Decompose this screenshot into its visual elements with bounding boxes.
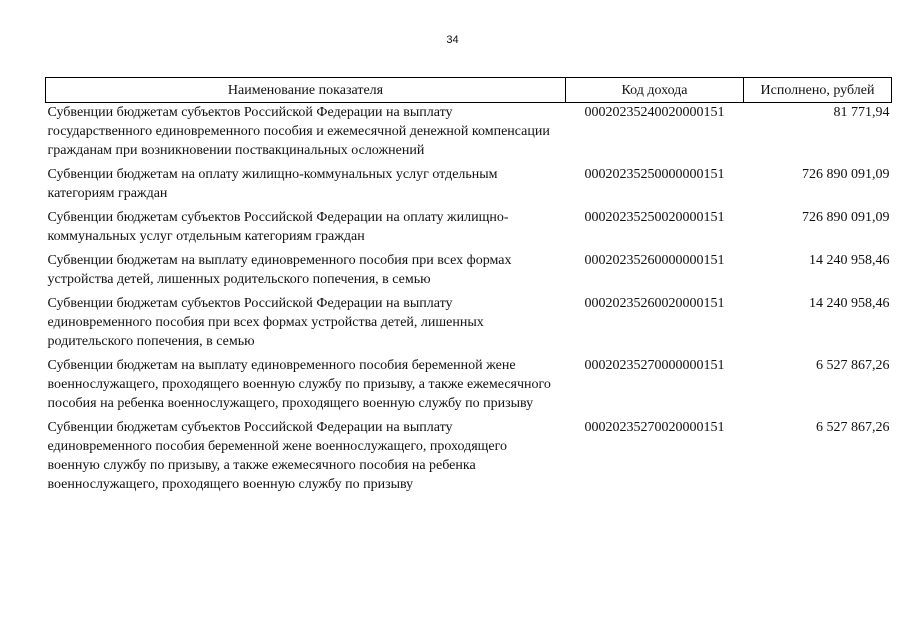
- row-revenue-code: 00020235260000000151: [584, 253, 725, 268]
- table-row: [46, 294, 892, 356]
- row-executed-amount: 14 240 958,46: [809, 296, 890, 311]
- table-header: [46, 78, 892, 103]
- table-row: [46, 208, 892, 251]
- table-row: [46, 165, 892, 208]
- row-executed-amount: 81 771,94: [833, 105, 890, 120]
- table-row: [46, 103, 892, 166]
- row-executed-amount: 726 890 091,09: [802, 167, 890, 182]
- page-number: 34: [446, 34, 459, 46]
- row-indicator-name: Субвенции бюджетам субъектов Российской Федерации на оплату жилищно-коммунальных услуг отдельным категориям граждан: [47, 210, 509, 244]
- header-row: [46, 78, 892, 103]
- row-indicator-name: Субвенции бюджетам субъектов Российской Федерации на выплату единовременного пособия беременной жене военнослужащего, проходящего военную службу по призыву, а также ежемесячного пособия на ребенка военнослужащего, проходящего военную службу по призыву: [47, 420, 508, 492]
- row-executed-amount: 14 240 958,46: [809, 253, 890, 268]
- row-executed-amount: 726 890 091,09: [802, 210, 890, 225]
- row-indicator-name: Субвенции бюджетам на оплату жилищно-коммунальных услуг отдельным категориям граждан: [47, 167, 498, 201]
- table-row: [46, 418, 892, 499]
- header-indicator-name: Наименование показателя: [46, 78, 566, 103]
- row-revenue-code: 00020235250020000151: [584, 210, 725, 225]
- row-revenue-code: 00020235270020000151: [584, 420, 725, 435]
- header-revenue-code: Код дохода: [566, 78, 744, 103]
- row-executed-amount: 6 527 867,26: [816, 420, 890, 435]
- row-indicator-name: Субвенции бюджетам на выплату единовременного пособия беременной жене военнослужащего, проходящего военную службу по призыву, а также ежемесячного пособия на ребенка военнослужащего, проходящего военную службу по призыву: [47, 358, 551, 411]
- row-revenue-code: 00020235250000000151: [584, 167, 725, 182]
- row-indicator-name: Субвенции бюджетам субъектов Российской Федерации на выплату единовременного пособия при всех формах устройства детей, лишенных родительского попечения, в семью: [47, 296, 484, 349]
- row-revenue-code: 00020235270000000151: [584, 358, 725, 373]
- row-indicator-name: Субвенции бюджетам субъектов Российской Федерации на выплату государственного единовременного пособия и ежемесячной денежной компенсации гражданам при возникновении поствакцинальных осложнений: [47, 105, 550, 158]
- row-revenue-code: 00020235260020000151: [584, 296, 725, 311]
- table-row: [46, 356, 892, 418]
- row-revenue-code: 00020235240020000151: [584, 105, 725, 120]
- table-row: [46, 251, 892, 294]
- revenue-table: [45, 77, 892, 499]
- header-executed-amount: Исполнено, рублей: [744, 78, 892, 103]
- row-executed-amount: 6 527 867,26: [816, 358, 890, 373]
- row-indicator-name: Субвенции бюджетам на выплату единовременного пособия при всех формах устройства детей, лишенных родительского попечения, в семью: [47, 253, 512, 287]
- table-body: [46, 103, 892, 500]
